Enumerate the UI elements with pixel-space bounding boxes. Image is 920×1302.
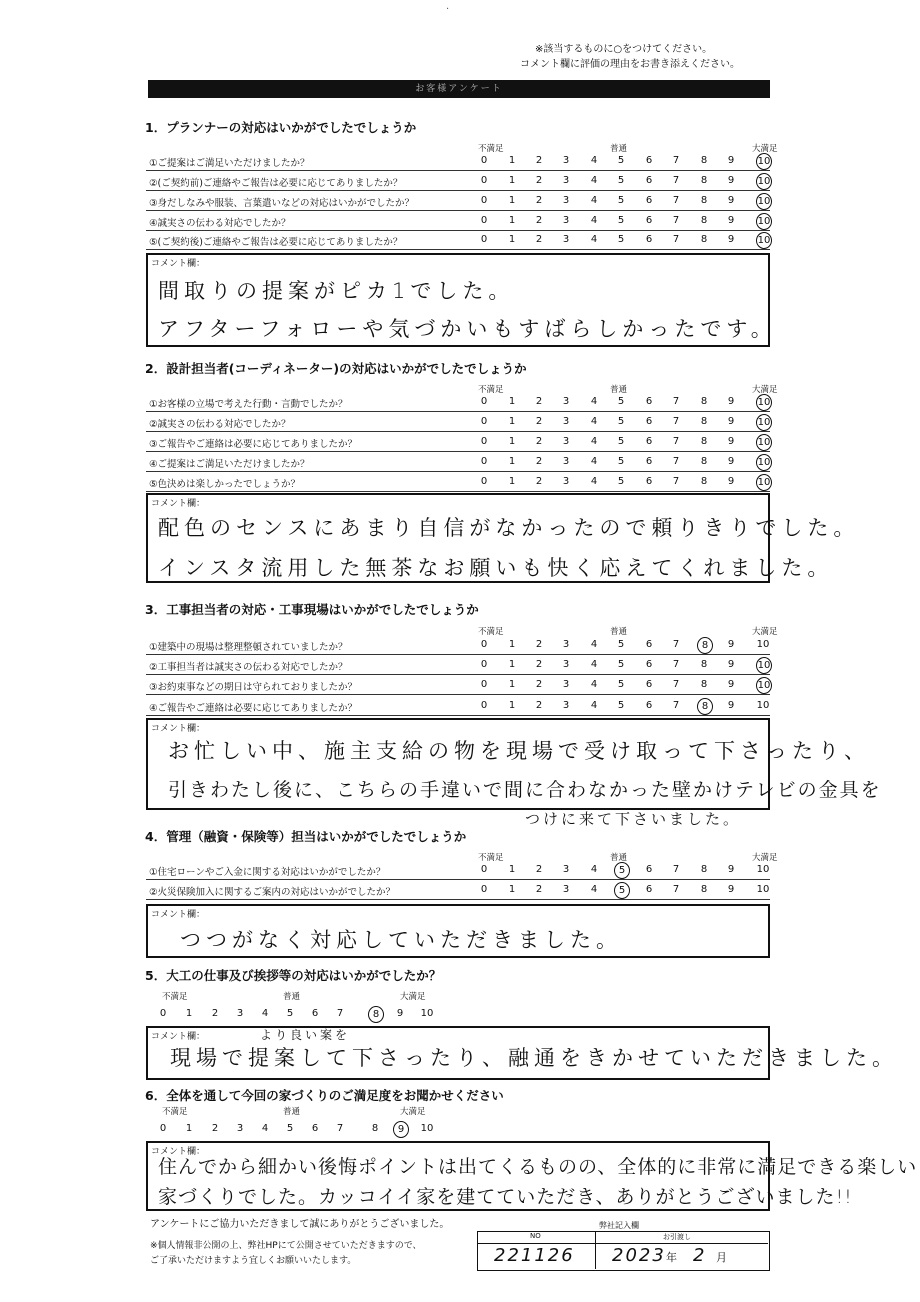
rating-option[interactable]: 8: [700, 679, 708, 690]
scale-label-high: 大満足: [752, 853, 778, 863]
rating-option[interactable]: 3: [562, 864, 570, 875]
rating-option[interactable]: 1: [508, 436, 516, 447]
section-title: 4．管理（融資・保険等）担当はいかがでしたでしょうか: [145, 829, 467, 844]
rating-option[interactable]: 6: [645, 884, 653, 895]
rating-option[interactable]: 8: [700, 884, 708, 895]
rating-option[interactable]: 4: [590, 456, 598, 467]
rating-option[interactable]: 0: [480, 436, 488, 447]
instruction-2: コメント欄に評価の理由をお書き添えください。: [520, 59, 740, 70]
question-text: ①住宅ローンやご入金に関する対応はいかがでしたか？: [149, 867, 386, 878]
instruction-1: ※該当するものに○をつけてください。: [535, 44, 713, 55]
rating-option[interactable]: 6: [645, 864, 653, 875]
rating-option[interactable]: 0: [159, 1123, 167, 1134]
comment-text: お忙しい中、施主支給の物を現場で受け取って下さったり、: [168, 739, 870, 763]
rating-option[interactable]: 4: [590, 436, 598, 447]
rating-option[interactable]: 0: [480, 155, 488, 166]
scale-label-mid: 普通: [610, 627, 628, 637]
rating-option[interactable]: 4: [590, 679, 598, 690]
comment-label: コメント欄：: [151, 1032, 206, 1042]
question-row: [146, 453, 770, 472]
rating-option[interactable]: 0: [480, 234, 488, 245]
selected-rating[interactable]: 10: [756, 213, 772, 230]
selected-rating[interactable]: 10: [756, 434, 772, 451]
rating-option[interactable]: 7: [672, 155, 680, 166]
selected-rating[interactable]: 10: [756, 474, 772, 491]
rating-option[interactable]: 3: [562, 215, 570, 226]
comment-text: つけに来て下さいました。: [525, 810, 742, 828]
comment-text: つつがなく対応していただきました。: [180, 928, 622, 952]
rating-option[interactable]: 2: [535, 215, 543, 226]
selected-rating[interactable]: 5: [614, 882, 630, 899]
rating-option[interactable]: 4: [590, 659, 598, 670]
selected-rating[interactable]: 8: [697, 637, 713, 654]
rating-option[interactable]: 6: [645, 436, 653, 447]
rating-option[interactable]: 6: [645, 416, 653, 427]
rating-option[interactable]: 1: [508, 416, 516, 427]
rating-option[interactable]: 0: [480, 659, 488, 670]
rating-option[interactable]: 3: [236, 1008, 244, 1019]
comment-text: 家づくりでした。カッコイイ家を建てていただき、ありがとうございました!!: [158, 1186, 853, 1208]
rating-option[interactable]: 1: [185, 1008, 193, 1019]
question-text: ③お約束事などの期日は守られておりましたか？: [149, 682, 358, 693]
footer-divider: [478, 1243, 768, 1244]
rating-option[interactable]: 10: [756, 700, 770, 711]
scale-label-mid: 普通: [610, 144, 628, 154]
rating-option[interactable]: 9: [727, 884, 735, 895]
rating-option[interactable]: 3: [562, 416, 570, 427]
rating-option[interactable]: 6: [311, 1123, 319, 1134]
rating-option[interactable]: 0: [480, 456, 488, 467]
selected-rating[interactable]: 8: [368, 1006, 384, 1023]
rating-option[interactable]: 5: [617, 679, 625, 690]
rating-option[interactable]: 6: [645, 155, 653, 166]
rating-option[interactable]: 10: [756, 864, 770, 875]
rating-option[interactable]: 8: [700, 234, 708, 245]
question-row: [146, 636, 770, 655]
rating-option[interactable]: 8: [700, 864, 708, 875]
rating-option[interactable]: 5: [617, 215, 625, 226]
rating-option[interactable]: 6: [645, 476, 653, 487]
rating-option[interactable]: 4: [590, 639, 598, 650]
rating-option[interactable]: 6: [645, 195, 653, 206]
rating-option[interactable]: 5: [617, 396, 625, 407]
question-text: ④ご報告やご連絡は必要に応じてありましたか？: [149, 703, 358, 714]
scale-label-mid: 普通: [610, 853, 628, 863]
rating-option[interactable]: 2: [535, 679, 543, 690]
rating-option[interactable]: 10: [420, 1008, 434, 1019]
rating-option[interactable]: 2: [535, 436, 543, 447]
rating-option[interactable]: 0: [480, 864, 488, 875]
rating-option[interactable]: 4: [590, 416, 598, 427]
selected-rating[interactable]: 5: [614, 862, 630, 879]
rating-option[interactable]: 7: [336, 1008, 344, 1019]
rating-option[interactable]: 8: [700, 456, 708, 467]
rating-option[interactable]: 8: [371, 1123, 379, 1134]
selected-rating[interactable]: 10: [756, 193, 772, 210]
rating-option[interactable]: 3: [562, 659, 570, 670]
rating-option[interactable]: 7: [672, 884, 680, 895]
rating-option[interactable]: 2: [535, 700, 543, 711]
comment-annotation: より良い案を: [260, 1028, 351, 1042]
rating-option[interactable]: 6: [645, 659, 653, 670]
office-use-table: [477, 1231, 770, 1271]
scale-label-mid: 普通: [283, 992, 301, 1002]
scale-label-low: 不満足: [478, 853, 504, 863]
no-label: NO: [530, 1232, 541, 1240]
rating-option[interactable]: 2: [535, 864, 543, 875]
rating-option[interactable]: 7: [672, 436, 680, 447]
section-title: 6．全体を通して今回の家づくりのご満足度をお聞かせください: [145, 1088, 504, 1103]
comment-label: コメント欄：: [151, 724, 206, 734]
no-cell: [478, 1232, 596, 1269]
rating-option[interactable]: 8: [700, 195, 708, 206]
privacy-note-2: ご了承いただけますよう宜しくお願いいたします。: [150, 1256, 357, 1266]
question-text: ④誠実さの伝わる対応でしたか？: [149, 218, 291, 229]
rating-option[interactable]: 9: [727, 436, 735, 447]
rating-option[interactable]: 3: [562, 396, 570, 407]
scale-label-high: 大満足: [752, 627, 778, 637]
rating-option[interactable]: 5: [617, 476, 625, 487]
rating-option[interactable]: 10: [420, 1123, 434, 1134]
rating-option[interactable]: 5: [617, 234, 625, 245]
section-title: 1．プランナーの対応はいかがでしたでしょうか: [145, 120, 417, 135]
rating-option[interactable]: 4: [590, 700, 598, 711]
rating-option[interactable]: 9: [727, 416, 735, 427]
rating-option[interactable]: 1: [508, 679, 516, 690]
rating-option[interactable]: 2: [535, 234, 543, 245]
rating-option[interactable]: 7: [672, 659, 680, 670]
rating-option[interactable]: 4: [590, 234, 598, 245]
rating-option[interactable]: 5: [617, 155, 625, 166]
rating-option[interactable]: 3: [562, 884, 570, 895]
rating-option[interactable]: 7: [672, 700, 680, 711]
selected-rating[interactable]: 10: [756, 173, 772, 190]
rating-option[interactable]: 6: [645, 639, 653, 650]
rating-option[interactable]: 0: [480, 639, 488, 650]
rating-option[interactable]: 4: [590, 476, 598, 487]
comment-label: コメント欄：: [151, 499, 206, 509]
rating-option[interactable]: 8: [700, 416, 708, 427]
rating-option[interactable]: 1: [508, 659, 516, 670]
rating-option[interactable]: 0: [480, 416, 488, 427]
scale-label-low: 不満足: [162, 992, 188, 1002]
question-row: [146, 152, 770, 171]
question-row: [146, 881, 770, 900]
scale-label-mid: 普通: [283, 1107, 301, 1117]
rating-option[interactable]: 8: [700, 155, 708, 166]
rating-option[interactable]: 1: [185, 1123, 193, 1134]
rating-option[interactable]: 3: [562, 436, 570, 447]
rating-option[interactable]: 7: [672, 416, 680, 427]
rating-option[interactable]: 9: [727, 396, 735, 407]
rating-option[interactable]: 4: [590, 195, 598, 206]
rating-option[interactable]: 9: [727, 659, 735, 670]
rating-option[interactable]: 5: [617, 416, 625, 427]
rating-option[interactable]: 2: [211, 1008, 219, 1019]
rating-option[interactable]: 1: [508, 884, 516, 895]
rating-option[interactable]: 1: [508, 195, 516, 206]
selected-rating[interactable]: 9: [393, 1121, 409, 1138]
rating-option[interactable]: 7: [672, 679, 680, 690]
comment-label: コメント欄：: [151, 1147, 206, 1157]
comment-text: 配色のセンスにあまり自信がなかったので頼りきりでした。: [158, 516, 860, 540]
rating-option[interactable]: 2: [535, 195, 543, 206]
no-value: 221126: [494, 1245, 575, 1266]
rating-option[interactable]: 9: [727, 639, 735, 650]
rating-option[interactable]: 1: [508, 476, 516, 487]
rating-option[interactable]: 9: [727, 456, 735, 467]
question-row: [146, 473, 770, 492]
page-mark: ·: [446, 4, 450, 15]
rating-option[interactable]: 9: [727, 864, 735, 875]
rating-option[interactable]: 9: [727, 679, 735, 690]
rating-option[interactable]: 5: [617, 175, 625, 186]
rating-option[interactable]: 1: [508, 639, 516, 650]
rating-option[interactable]: 5: [617, 195, 625, 206]
rating-option[interactable]: 3: [562, 639, 570, 650]
rating-option[interactable]: 8: [700, 215, 708, 226]
rating-option[interactable]: 2: [535, 456, 543, 467]
comment-label: コメント欄：: [151, 259, 206, 269]
rating-option[interactable]: 9: [727, 195, 735, 206]
scale-label-high: 大満足: [400, 1107, 426, 1117]
rating-option[interactable]: 6: [645, 175, 653, 186]
rating-option[interactable]: 2: [535, 396, 543, 407]
year-unit: 年: [666, 1251, 677, 1264]
rating-option[interactable]: 0: [480, 476, 488, 487]
rating-option[interactable]: 4: [590, 884, 598, 895]
rating-option[interactable]: 3: [562, 679, 570, 690]
rating-option[interactable]: 1: [508, 155, 516, 166]
rating-option[interactable]: 7: [336, 1123, 344, 1134]
rating-option[interactable]: 0: [480, 175, 488, 186]
rating-option[interactable]: 8: [700, 659, 708, 670]
rating-option[interactable]: 3: [562, 700, 570, 711]
rating-option[interactable]: 10: [756, 884, 770, 895]
question-row: [146, 697, 770, 716]
privacy-note-1: ※個人情報非公開の上、弊社HPにて公開させていただきますので、: [150, 1241, 422, 1251]
rating-option[interactable]: 9: [727, 215, 735, 226]
rating-option[interactable]: 6: [645, 679, 653, 690]
rating-option[interactable]: 5: [617, 659, 625, 670]
comment-text: アフターフォローや気づかいもすばらしかったです。: [158, 317, 777, 341]
rating-option[interactable]: 2: [535, 639, 543, 650]
rating-option[interactable]: 6: [645, 215, 653, 226]
rating-option[interactable]: 6: [645, 396, 653, 407]
rating-option[interactable]: 3: [236, 1123, 244, 1134]
question-text: ⑤(ご契約後)ご連絡やご報告は必要に応じてありましたか？: [149, 237, 403, 248]
question-row: [146, 212, 770, 231]
rating-option[interactable]: 2: [535, 476, 543, 487]
question-text: ④ご提案はご満足いただけましたか？: [149, 459, 310, 470]
rating-option[interactable]: 2: [535, 416, 543, 427]
question-row: [146, 656, 770, 675]
rating-option[interactable]: 4: [590, 175, 598, 186]
rating-option[interactable]: 2: [535, 659, 543, 670]
selected-rating[interactable]: 10: [756, 454, 772, 471]
comment-text: インスタ流用した無茶なお願いも快く応えてくれました。: [158, 556, 834, 580]
rating-option[interactable]: 5: [617, 639, 625, 650]
rating-option[interactable]: 5: [286, 1008, 294, 1019]
section-title: 3．工事担当者の対応・工事現場はいかがでしたでしょうか: [145, 602, 479, 617]
comment-text: 間取りの提案がピカ1でした。: [158, 279, 515, 303]
rating-option[interactable]: 5: [617, 436, 625, 447]
selected-rating[interactable]: 10: [756, 153, 772, 170]
rating-option[interactable]: 4: [590, 864, 598, 875]
rating-option[interactable]: 2: [535, 155, 543, 166]
selected-rating[interactable]: 10: [756, 677, 772, 694]
scale-label-high: 大満足: [752, 144, 778, 154]
rating-option[interactable]: 7: [672, 639, 680, 650]
question-row: [146, 231, 770, 250]
question-row: [146, 393, 770, 412]
rating-option[interactable]: 1: [508, 234, 516, 245]
delivery-month: 2: [693, 1245, 705, 1266]
rating-option[interactable]: 0: [480, 396, 488, 407]
scale-label-low: 不満足: [478, 144, 504, 154]
rating-option[interactable]: 0: [480, 195, 488, 206]
month-unit: 月: [716, 1251, 727, 1264]
rating-option[interactable]: 7: [672, 456, 680, 467]
rating-option[interactable]: 0: [159, 1008, 167, 1019]
selected-rating[interactable]: 8: [697, 698, 713, 715]
question-text: ③ご報告やご連絡は必要に応じてありましたか？: [149, 439, 358, 450]
rating-option[interactable]: 9: [727, 175, 735, 186]
rating-option[interactable]: 7: [672, 215, 680, 226]
question-row: [146, 172, 770, 191]
delivery-year: 2023: [612, 1245, 666, 1266]
rating-option[interactable]: 0: [480, 679, 488, 690]
question-text: ②誠実さの伝わる対応でしたか？: [149, 419, 291, 430]
rating-option[interactable]: 7: [672, 476, 680, 487]
rating-option[interactable]: 9: [396, 1008, 404, 1019]
comment-text: 住んでから細かい後悔ポイントは出てくるものの、全体的に非常に満足できる楽しい: [158, 1156, 918, 1178]
rating-option[interactable]: 1: [508, 175, 516, 186]
comment-text: 現場で提案して下さったり、融通をきかせていただきました。: [170, 1046, 898, 1070]
rating-option[interactable]: 3: [562, 234, 570, 245]
rating-option[interactable]: 8: [700, 175, 708, 186]
rating-option[interactable]: 7: [672, 234, 680, 245]
question-text: ③身だしなみや服装、言葉遣いなどの対応はいかがでしたか？: [149, 198, 415, 209]
rating-option[interactable]: 8: [700, 436, 708, 447]
question-row: [146, 676, 770, 695]
rating-option[interactable]: 9: [727, 700, 735, 711]
scale-label-high: 大満足: [400, 992, 426, 1002]
rating-option[interactable]: 4: [590, 155, 598, 166]
scale-label-high: 大満足: [752, 385, 778, 395]
rating-option[interactable]: 9: [727, 234, 735, 245]
comment-label: コメント欄：: [151, 910, 206, 920]
office-use-header: 弊社記入欄: [599, 1221, 639, 1230]
rating-option[interactable]: 2: [535, 884, 543, 895]
selected-rating[interactable]: 10: [756, 657, 772, 674]
rating-option[interactable]: 4: [261, 1123, 269, 1134]
rating-option[interactable]: 6: [645, 234, 653, 245]
rating-option[interactable]: 3: [562, 155, 570, 166]
question-text: ⑤色決めは楽しかったでしょうか？: [149, 479, 301, 490]
selected-rating[interactable]: 10: [756, 232, 772, 249]
rating-option[interactable]: 1: [508, 396, 516, 407]
rating-option[interactable]: 6: [645, 700, 653, 711]
rating-option[interactable]: 4: [261, 1008, 269, 1019]
rating-option[interactable]: 2: [535, 175, 543, 186]
rating-option[interactable]: 5: [286, 1123, 294, 1134]
rating-option[interactable]: 7: [672, 396, 680, 407]
rating-option[interactable]: 2: [211, 1123, 219, 1134]
rating-option[interactable]: 10: [756, 639, 770, 650]
question-text: ①お客様の立場で考えた行動・言動でしたか？: [149, 399, 348, 410]
question-row: [146, 861, 770, 880]
rating-option[interactable]: 7: [672, 195, 680, 206]
thanks-text: アンケートにご協力いただきまして誠にありがとうございました。: [150, 1219, 450, 1230]
date-label: お引渡し: [663, 1233, 691, 1241]
rating-option[interactable]: 0: [480, 700, 488, 711]
rating-option[interactable]: 3: [562, 195, 570, 206]
question-text: ②火災保険加入に関するご案内の対応はいかがでしたか？: [149, 887, 396, 898]
rating-option[interactable]: 4: [590, 215, 598, 226]
survey-banner: お客様アンケート: [148, 80, 770, 98]
rating-option[interactable]: 1: [508, 215, 516, 226]
question-text: ①ご提案はご満足いただけましたか？: [149, 158, 310, 169]
rating-option[interactable]: 1: [508, 864, 516, 875]
rating-option[interactable]: 9: [727, 155, 735, 166]
section-title: 2．設計担当者(コーディネーター)の対応はいかがでしたでしょうか: [145, 361, 527, 376]
rating-option[interactable]: 3: [562, 175, 570, 186]
question-row: [146, 433, 770, 452]
rating-option[interactable]: 0: [480, 215, 488, 226]
rating-option[interactable]: 1: [508, 456, 516, 467]
rating-option[interactable]: 0: [480, 884, 488, 895]
scale-label-low: 不満足: [478, 385, 504, 395]
rating-option[interactable]: 3: [562, 456, 570, 467]
rating-option[interactable]: 8: [700, 396, 708, 407]
scale-label-mid: 普通: [610, 385, 628, 395]
question-row: [146, 192, 770, 211]
rating-option[interactable]: 9: [727, 476, 735, 487]
rating-option[interactable]: 7: [672, 864, 680, 875]
scale-label-low: 不満足: [478, 627, 504, 637]
rating-option[interactable]: 5: [617, 700, 625, 711]
comment-text: 引きわたし後に、こちらの手違いで間に合わなかった壁かけテレビの金具を: [168, 779, 882, 801]
rating-option[interactable]: 1: [508, 700, 516, 711]
rating-option[interactable]: 5: [617, 456, 625, 467]
rating-option[interactable]: 6: [645, 456, 653, 467]
question-text: ②(ご契約前)ご連絡やご報告は必要に応じてありましたか？: [149, 178, 403, 189]
rating-option[interactable]: 3: [562, 476, 570, 487]
question-row: [146, 413, 770, 432]
rating-option[interactable]: 7: [672, 175, 680, 186]
selected-rating[interactable]: 10: [756, 414, 772, 431]
rating-option[interactable]: 4: [590, 396, 598, 407]
question-text: ②工事担当者は誠実さの伝わる対応でしたか？: [149, 662, 348, 673]
rating-option[interactable]: 6: [311, 1008, 319, 1019]
selected-rating[interactable]: 10: [756, 394, 772, 411]
scale-label-low: 不満足: [162, 1107, 188, 1117]
question-text: ①建築中の現場は整理整頓されていましたか？: [149, 642, 348, 653]
rating-option[interactable]: 8: [700, 476, 708, 487]
section-title: 5．大工の仕事及び挨拶等の対応はいかがでしたか？: [145, 968, 442, 983]
